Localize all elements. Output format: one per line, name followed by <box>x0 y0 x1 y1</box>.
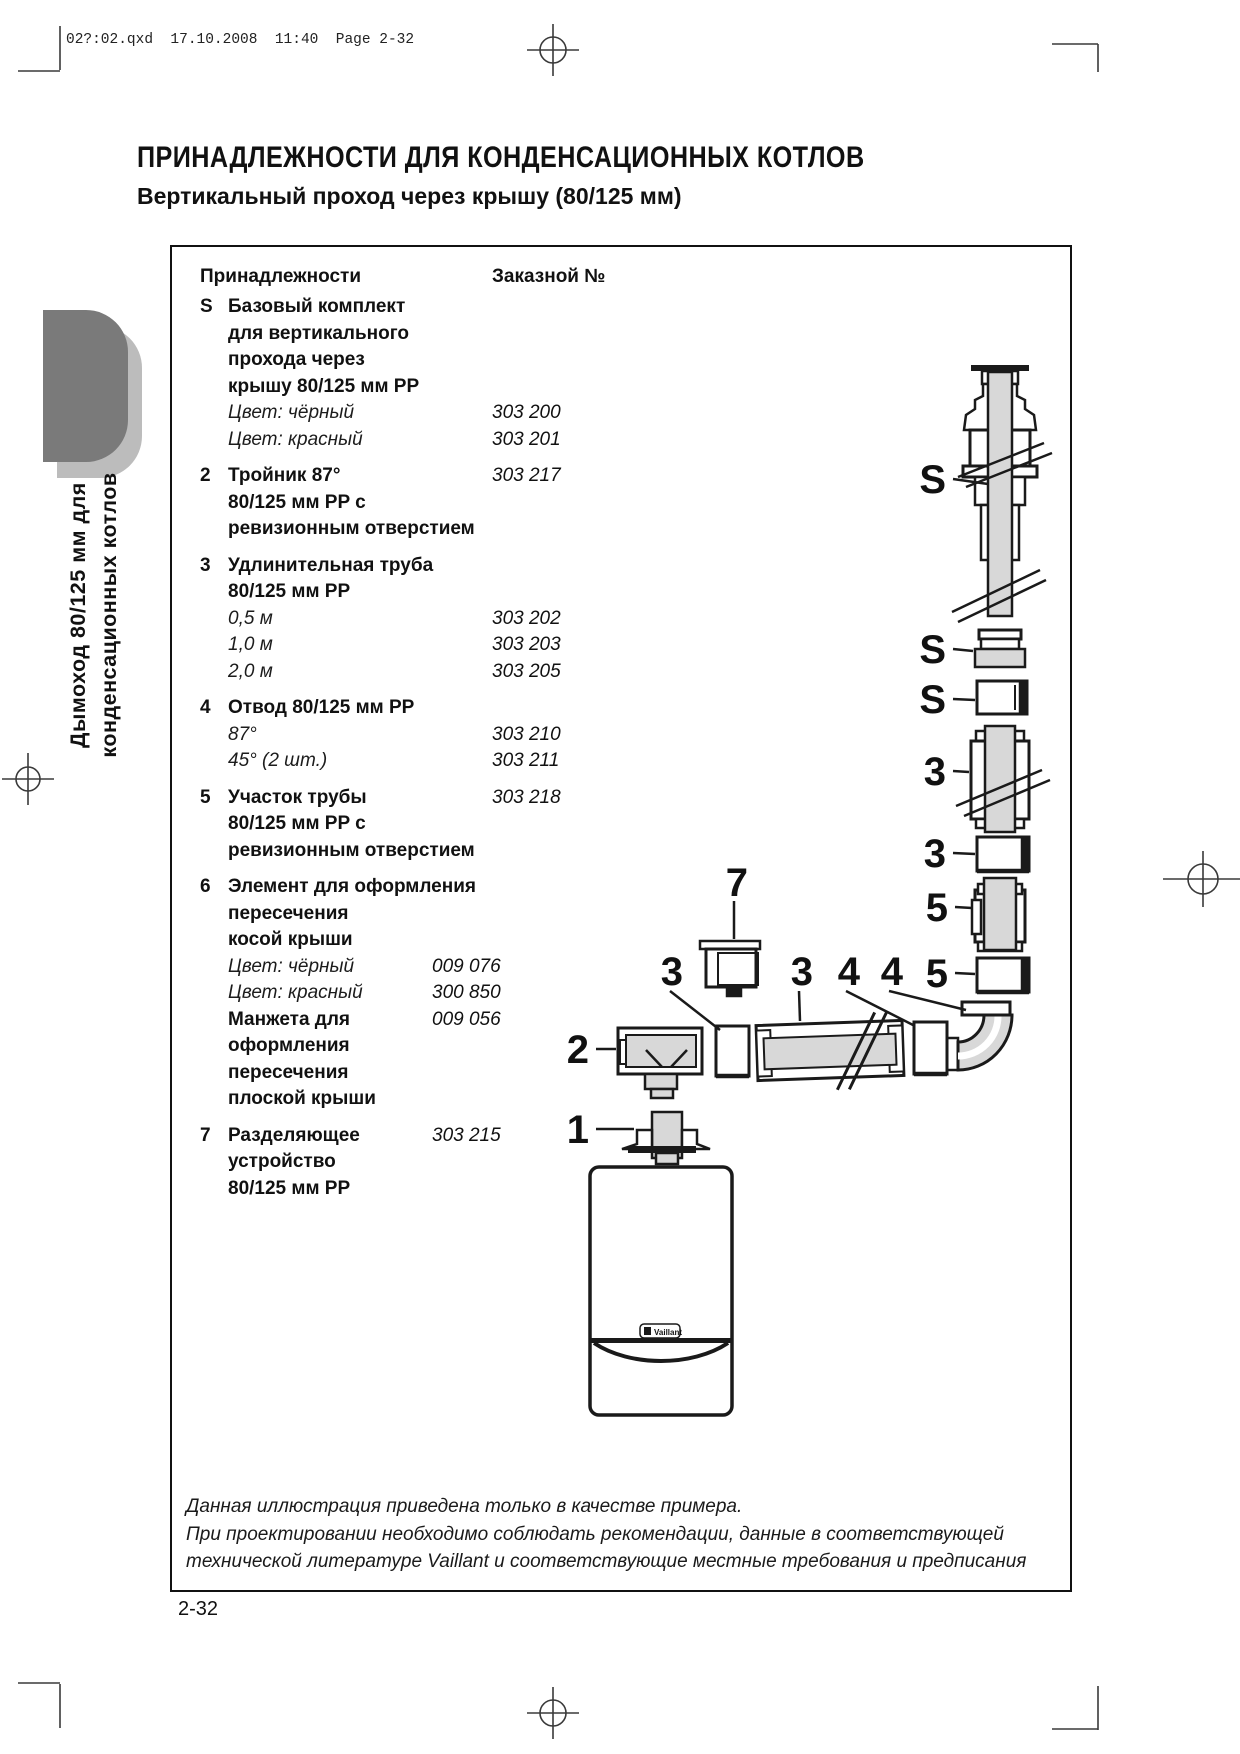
inspection-sleeve-drawing <box>977 958 1029 992</box>
row-item-name: Цвет: красный <box>228 982 363 1003</box>
separating-device-drawing <box>700 941 760 996</box>
page-number: 2-32 <box>178 1598 219 1620</box>
tee-87-drawing <box>618 1028 702 1098</box>
label-3-ext-pipe: 3 <box>923 750 946 794</box>
row-order-number: 009 056 <box>432 1008 501 1030</box>
extension-pipe-drawing <box>956 726 1050 832</box>
row-item-name: ревизионным отверстием <box>228 518 475 539</box>
row-item-name: Элемент для оформления <box>228 876 476 897</box>
label-s-terminal: S <box>919 458 946 502</box>
row-item-name: устройство <box>228 1151 336 1172</box>
row-order-number: 303 202 <box>492 607 561 629</box>
row-item-name: 45° (2 шт.) <box>228 750 328 771</box>
label-1-adapter: 1 <box>566 1108 589 1152</box>
row-item-name: 80/125 мм PP <box>228 1177 351 1199</box>
row-order-number: 303 200 <box>492 402 561 423</box>
row-item-name: ревизионным отверстием <box>228 839 475 861</box>
row-item-name: Разделяющее <box>228 1124 360 1146</box>
row-item-name: Тройник 87° <box>228 465 341 486</box>
elbow-87-drawing <box>944 1002 1012 1070</box>
row-item-name: косой крыши <box>228 929 353 950</box>
row-item-number: 3 <box>200 554 211 576</box>
label-3-ext-sleeve: 3 <box>923 832 946 876</box>
row-item-name: 80/125 мм PP с <box>228 813 366 834</box>
label-2-tee: 2 <box>566 1028 589 1072</box>
row-item-name: прохода через <box>228 349 365 370</box>
footnote-line2: При проектировании необходимо соблюдать рекомендации, данные в соответствующей <box>186 1524 1004 1545</box>
row-item-number: 4 <box>200 697 211 718</box>
sidebar-chapter-line2: конденсационных котлов <box>97 472 121 758</box>
run-sleeve-left-drawing <box>716 1026 749 1076</box>
row-item-name: 80/125 мм PP с <box>228 491 366 513</box>
page-subtitle: Вертикальный проход через крышу (80/125 мм) <box>137 183 682 209</box>
print-job-header: 02?:02.qxd 17.10.2008 11:40 Page 2-32 <box>66 32 415 48</box>
table-row <box>0 296 1070 322</box>
row-order-number: 303 201 <box>492 428 561 450</box>
vaillant-logo-text: Vaillant <box>654 1328 683 1337</box>
roof-collar-drawing <box>975 630 1025 667</box>
crop-mark-top-center <box>527 24 579 76</box>
horizontal-pipe-drawing <box>756 1011 905 1092</box>
row-item-name: Цвет: чёрный <box>228 402 355 423</box>
row-item-name: Отвод 80/125 мм PP <box>228 697 415 718</box>
row-item-number: 5 <box>200 786 211 808</box>
row-item-name: пересечения <box>228 902 349 924</box>
footnote-line1: Данная иллюстрация приведена только в качестве примера. <box>186 1496 743 1517</box>
column-header-accessories: Принадлежности <box>200 266 362 287</box>
label-3-run-pipe: 3 <box>790 950 813 994</box>
row-item-name: крышу 80/125 мм PP <box>228 375 420 397</box>
row-item-name: Базовый комплект <box>228 296 406 317</box>
row-order-number: 303 211 <box>492 750 560 771</box>
row-order-number: 303 215 <box>432 1124 501 1146</box>
row-item-name: оформления <box>228 1035 350 1056</box>
inspection-pipe-drawing <box>972 878 1025 951</box>
row-item-name: пересечения <box>228 1061 349 1083</box>
row-item-name: 2,0 м <box>228 660 273 682</box>
row-item-number: 2 <box>200 465 211 486</box>
row-item-name: 80/125 мм PP <box>228 581 351 602</box>
row-order-number: 303 217 <box>492 465 561 486</box>
row-item-name: для вертикального <box>228 322 410 344</box>
row-order-number: 303 210 <box>492 723 561 745</box>
label-5-sleeve: 5 <box>925 952 948 996</box>
boiler-adapter-drawing <box>622 1112 710 1164</box>
run-sleeve-right-drawing <box>914 1022 947 1074</box>
label-5-pipe: 5 <box>925 886 948 930</box>
label-s-sleeve: S <box>919 678 946 722</box>
row-order-number: 009 076 <box>432 955 501 977</box>
crop-mark-bottom-right <box>1052 1686 1098 1730</box>
crop-mark-top-right <box>1052 44 1098 72</box>
row-item-name: 87° <box>228 723 257 745</box>
row-item-name: Цвет: чёрный <box>228 955 355 977</box>
row-item-number: S <box>200 296 213 317</box>
row-item-name: Цвет: красный <box>228 428 363 450</box>
column-header-order-no: Заказной № <box>492 266 606 287</box>
roof-terminal-drawing <box>952 368 1052 622</box>
vaillant-logo <box>640 1324 682 1338</box>
row-item-name: плоской крыши <box>228 1088 376 1109</box>
crop-mark-top-left <box>18 26 60 71</box>
flue-assembly-diagram <box>320 330 1070 1440</box>
label-7-separator: 7 <box>725 861 748 905</box>
row-order-number: 303 218 <box>492 786 561 808</box>
page-title: ПРИНАДЛЕЖНОСТИ ДЛЯ КОНДЕНСАЦИОННЫХ КОТЛОВ <box>137 141 865 174</box>
row-item-name: Участок трубы <box>228 786 367 808</box>
row-item-name: Удлинительная труба <box>228 554 434 576</box>
crop-mark-bottom-center <box>527 1687 579 1739</box>
crop-mark-bottom-left <box>18 1683 60 1728</box>
label-4-elbow: 4 <box>880 950 903 994</box>
boiler-drawing <box>590 1167 732 1415</box>
label-s-collar: S <box>919 628 946 672</box>
sidebar-chapter-line1: Дымоход 80/125 мм для <box>66 482 90 748</box>
row-item-name: Манжета для <box>228 1008 351 1030</box>
row-item-number: 6 <box>200 876 211 897</box>
row-item-number: 7 <box>200 1124 211 1146</box>
crop-mark-right-middle <box>1163 851 1240 907</box>
label-3-run-sleeve: 3 <box>660 950 683 994</box>
row-order-number: 303 203 <box>492 634 561 655</box>
extension-sleeve-drawing <box>977 837 1029 871</box>
roof-sleeve-drawing <box>977 681 1027 714</box>
row-item-name: 0,5 м <box>228 607 273 629</box>
row-order-number: 300 850 <box>432 982 501 1003</box>
row-item-name: 1,0 м <box>228 634 273 655</box>
label-4-run-sleeve: 4 <box>837 950 860 994</box>
row-order-number: 303 205 <box>492 660 561 682</box>
footnote-line3: технической литературе Vaillant и соответствующие местные требования и предписания <box>186 1551 1027 1572</box>
